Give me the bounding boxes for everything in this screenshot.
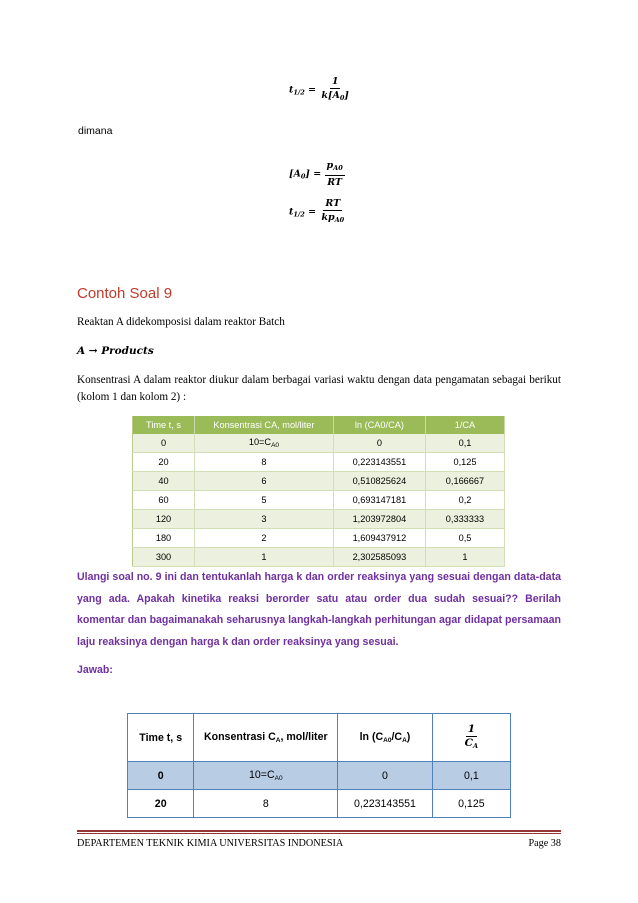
cell: 2,302585093 (333, 548, 425, 567)
table-row (133, 434, 505, 453)
cell: 0 (133, 434, 195, 453)
cell: 0,5 (425, 529, 504, 548)
cell: 180 (133, 529, 195, 548)
footer-rule-thin (77, 833, 561, 834)
footer-department: DEPARTEMEN TEKNIK KIMIA UNIVERSITAS INDONESIA (77, 838, 344, 849)
table-row (133, 510, 505, 529)
cell: 8 (194, 790, 338, 818)
cell: 3 (195, 510, 334, 529)
footer-rule (77, 830, 561, 832)
cell: 60 (133, 491, 195, 510)
header-time: Time t, s (133, 416, 195, 434)
cell: 40 (133, 472, 195, 491)
cell: 20 (133, 453, 195, 472)
header-ln: $\ln (C_{A0}/C_A)$ (338, 714, 433, 762)
cell: 20 (128, 790, 194, 818)
cell: $10=C_{A0}$ (194, 762, 338, 790)
cell: 120 (133, 510, 195, 529)
question-text: Ulangi soal no. 9 ini dan tentukanlah harga k dan order reaksinya yang sesuai dengan data-data yang ada. Apakah kinetika reaksi berorder satu atau order dua sudah sesuai?? Berilah komentar dan bagaimanakah seharusnya langkah-langkah perhitungan agar didapat persamaan laju reaksinya dengan harga k dan order reaksinya yang sesuai. (77, 571, 561, 648)
cell: 0,693147181 (333, 491, 425, 510)
section-heading: Contoh Soal 9 (77, 285, 173, 302)
cell: 300 (133, 548, 195, 567)
dimana-label: dimana (78, 125, 113, 137)
data-table (132, 416, 505, 567)
header-concentration: Konsentrasi CA, mol/liter (195, 416, 334, 434)
table-row (133, 529, 505, 548)
table-row (133, 491, 505, 510)
header-inverse: 1/CA (425, 416, 504, 434)
cell: 6 (195, 472, 334, 491)
cell: 1 (425, 548, 504, 567)
footer-page-number: Page 38 (528, 838, 561, 849)
header-time: Time t, s (128, 714, 194, 762)
intro-text: Reaktan A didekomposisi dalam reaktor Batch (77, 316, 285, 328)
cell: 5 (195, 491, 334, 510)
cell: 0 (128, 762, 194, 790)
table-row (128, 790, 511, 818)
cell: 1,203972804 (333, 510, 425, 529)
cell: 0,223143551 (333, 453, 425, 472)
header-concentration: Konsentrasi $C_A$, mol/liter (194, 714, 338, 762)
cell: 0,223143551 (338, 790, 433, 818)
cell: 8 (195, 453, 334, 472)
header-ln: ln (CA0/CA) (333, 416, 425, 434)
header-inverse: $\frac{1}{C_A}$ (432, 714, 510, 762)
cell: 0,333333 (425, 510, 504, 529)
cell: 0 (338, 762, 433, 790)
cell: 0,125 (432, 790, 510, 818)
half-life-pressure-formula: $t_{1/2}$ = $\frac{RT}{kp_{A0}}$ (289, 198, 345, 224)
data-paragraph: Konsentrasi A dalam reaktor diukur dalam berbagai variasi waktu dengan data pengamatan sebagai berikut (kolom 1 dan kolom 2) : (77, 374, 561, 403)
cell: 0,510825624 (333, 472, 425, 491)
answer-label: Jawab: (77, 664, 113, 676)
cell: 0,125 (425, 453, 504, 472)
table-row (133, 453, 505, 472)
table-row (128, 762, 511, 790)
answer-table (127, 713, 511, 818)
cell: 0,1 (432, 762, 510, 790)
cell: $10=C_{A0}$ (195, 434, 334, 453)
half-life-formula: $t_{1/2}$ = $\frac{1}{k[A_0]}$ (289, 76, 349, 102)
cell: 1 (195, 548, 334, 567)
cell: 1,609437912 (333, 529, 425, 548)
cell: 0,166667 (425, 472, 504, 491)
cell: 0,2 (425, 491, 504, 510)
table-row (133, 472, 505, 491)
table-header-row (128, 714, 511, 762)
table-header-row (133, 416, 505, 434)
cell: 0 (333, 434, 425, 453)
cell: 2 (195, 529, 334, 548)
initial-concentration-formula: $[A_0]$ = $\frac{p_{A0}}{RT}$ (289, 160, 343, 188)
cell: 0,1 (425, 434, 504, 453)
reaction-equation: A → Products (77, 345, 154, 357)
table-row (133, 548, 505, 567)
